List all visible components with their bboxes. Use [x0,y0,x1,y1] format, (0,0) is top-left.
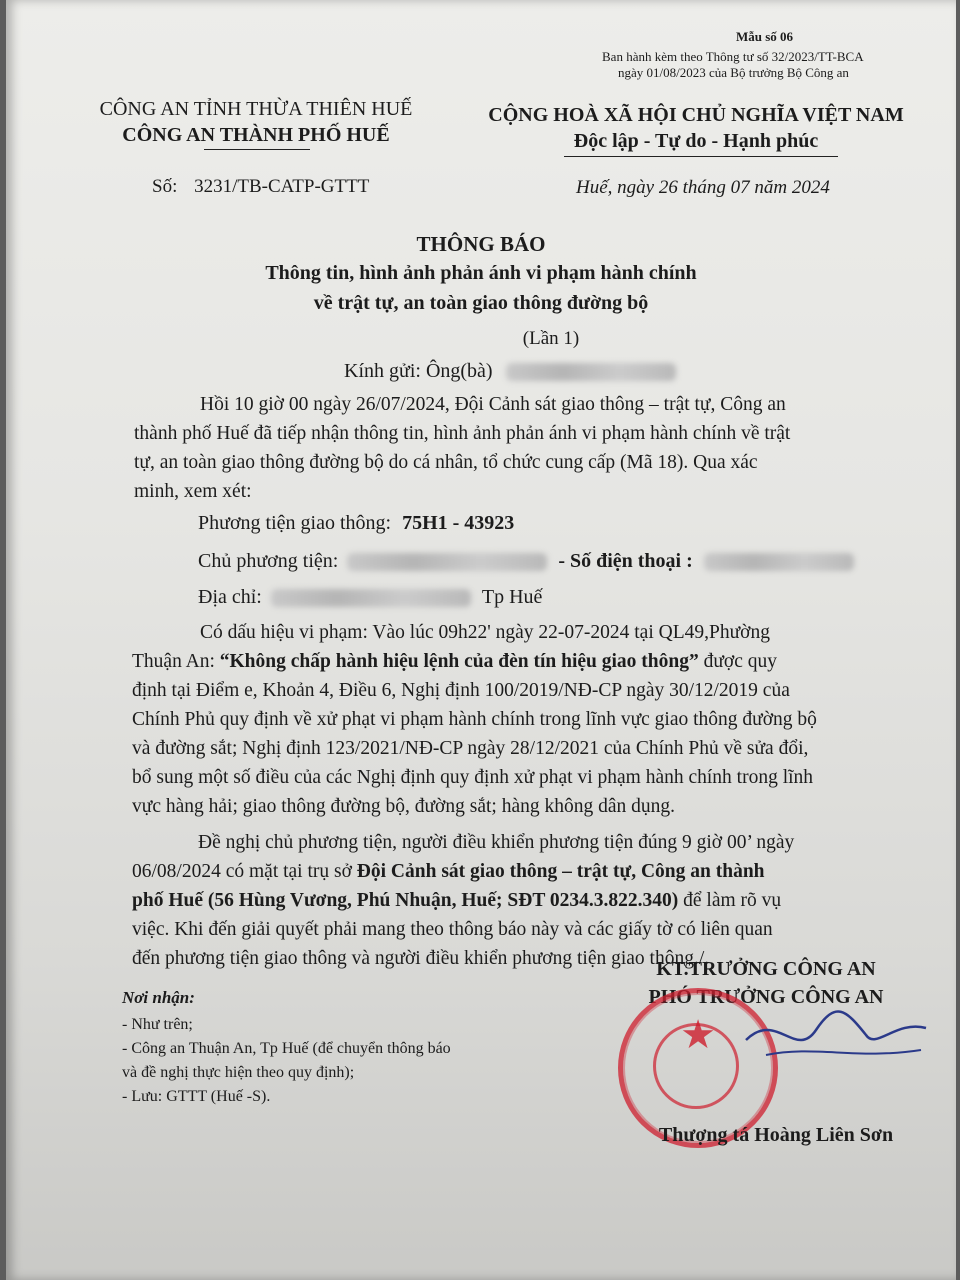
violation-line-4: Chính Phủ quy định về xử phạt vi phạm hành chính trong lĩnh vực giao thông đường bộ [132,709,817,730]
vehicle-line [198,512,514,535]
seal-star-icon: ★ [680,1012,716,1057]
redacted-phone [704,553,854,571]
violation-line-6: bổ sung một số điều của các Nghị định quy định xử phạt vi phạm hành chính trong lĩnh [132,767,814,788]
request-date: 06/08/2024 có mặt tại trụ sở [132,861,357,882]
doc-number-value: 3231/TB-CATP-GTTT [194,176,370,197]
violation-location: Thuận An: [132,651,220,672]
agency-parent: CÔNG AN TỈNH THỪA THIÊN HUẾ [99,98,413,120]
signer-role-1: KT.TRƯỞNG CÔNG AN [656,958,876,980]
signer-name: Thượng tá Hoàng Liên Sơn [658,1124,894,1146]
doc-title: THÔNG BÁO [416,232,546,256]
request-line-4: việc. Khi đến giải quyết phải mang theo thông báo này và các giấy tờ có liên quan [132,919,773,940]
agency-name: CÔNG AN THÀNH PHỐ HUẾ [122,124,390,146]
intro-line-1: Hồi 10 giờ 00 ngày 26/07/2024, Đội Cảnh sát giao thông – trật tự, Công an [200,394,786,415]
phone-label: - Số điện thoại : [558,550,693,572]
owner-line [198,550,854,573]
owner-label: Chủ phương tiện: [198,550,339,572]
violation-line-5: và đường sắt; Nghị định 123/2021/NĐ-CP ngày 28/12/2021 của Chính Phủ về sửa đổi, [132,738,809,759]
request-office: Đội Cảnh sát giao thông – trật tự, Công an thành [356,861,765,882]
doc-number [152,176,369,198]
form-issued-line1: Ban hành kèm theo Thông tư số 32/2023/TT-BCA [602,49,864,64]
document-page [6,0,956,1280]
request-line-3 [132,890,781,912]
signature-icon [736,1000,936,1070]
motto-underline [564,156,838,157]
recipients-item-4: - Lưu: GTTT (Huế -S). [122,1088,271,1105]
nation-motto: Độc lập - Tự do - Hạnh phúc [573,130,819,152]
request-line-5: đến phương tiện giao thông và người điều khiển phương tiện giao thông./. [132,948,710,969]
recipients-item-1: - Như trên; [122,1016,193,1033]
address-label: Địa chỉ: [198,586,262,608]
doc-subtitle-1: Thông tin, hình ảnh phản ánh vi phạm hành chính [265,262,697,284]
recipients-item-2: - Công an Thuận An, Tp Huế (để chuyển thông báo [122,1040,451,1057]
signer-role-2: PHÓ TRƯỞNG CÔNG AN [648,986,884,1008]
request-line-3-tail: để làm rõ vụ [678,890,782,911]
recipient-label: Kính gửi: Ông(bà) [344,360,493,382]
doc-times: (Lần 1) [522,328,580,349]
issue-date: Huế, ngày 26 tháng 07 năm 2024 [576,177,830,198]
intro-line-3: tự, an toàn giao thông đường bộ do cá nhân, tổ chức cung cấp (Mã 18). Qua xác [134,452,758,473]
form-issued-line2: ngày 01/08/2023 của Bộ trưởng Bộ Công an [618,65,849,80]
doc-number-label: Số: [152,176,178,197]
violation-line-2-tail: được quy [698,651,778,672]
nation-title: CỘNG HOÀ XÃ HỘI CHỦ NGHĨA VIỆT NAM [488,104,904,126]
recipients-label: Nơi nhận: [122,988,195,1007]
violation-line-3: định tại Điểm e, Khoản 4, Điều 6, Nghị định 100/2019/NĐ-CP ngày 30/12/2019 của [132,680,790,701]
agency-underline [204,149,310,150]
redacted-owner [347,553,547,571]
form-number: Mẫu số 06 [736,29,794,44]
recipient-line [344,360,676,383]
intro-line-2: thành phố Huế đã tiếp nhận thông tin, hình ảnh phản ánh vi phạm hành chính về trật [134,423,791,444]
address-city: Tp Huế [481,586,543,608]
request-line-1: Đề nghị chủ phương tiện, người điều khiển phương tiện đúng 9 giờ 00’ ngày [198,832,795,853]
violation-description: “Không chấp hành hiệu lệnh của đèn tín hiệu giao thông” [219,651,699,672]
redacted-name [506,363,676,381]
doc-subtitle-2: về trật tự, an toàn giao thông đường bộ [313,292,649,314]
violation-line-1: Có dấu hiệu vi phạm: Vào lúc 09h22' ngày 22-07-2024 tại QL49,Phường [200,622,770,643]
vehicle-label: Phương tiện giao thông: [198,512,392,534]
request-address: phố Huế (56 Hùng Vương, Phú Nhuận, Huế; SĐT 0234.3.822.340) [132,890,679,911]
request-line-2 [132,861,765,883]
address-line [198,586,542,609]
intro-line-4: minh, xem xét: [134,481,252,502]
violation-line-2 [132,651,777,673]
redacted-address [271,589,471,607]
vehicle-plate: 75H1 - 43923 [402,512,515,534]
violation-line-7: vực hàng hải; giao thông đường bộ, đường sắt; hàng không dân dụng. [132,796,676,817]
recipients-item-3: và đề nghị thực hiện theo quy định); [122,1064,355,1081]
